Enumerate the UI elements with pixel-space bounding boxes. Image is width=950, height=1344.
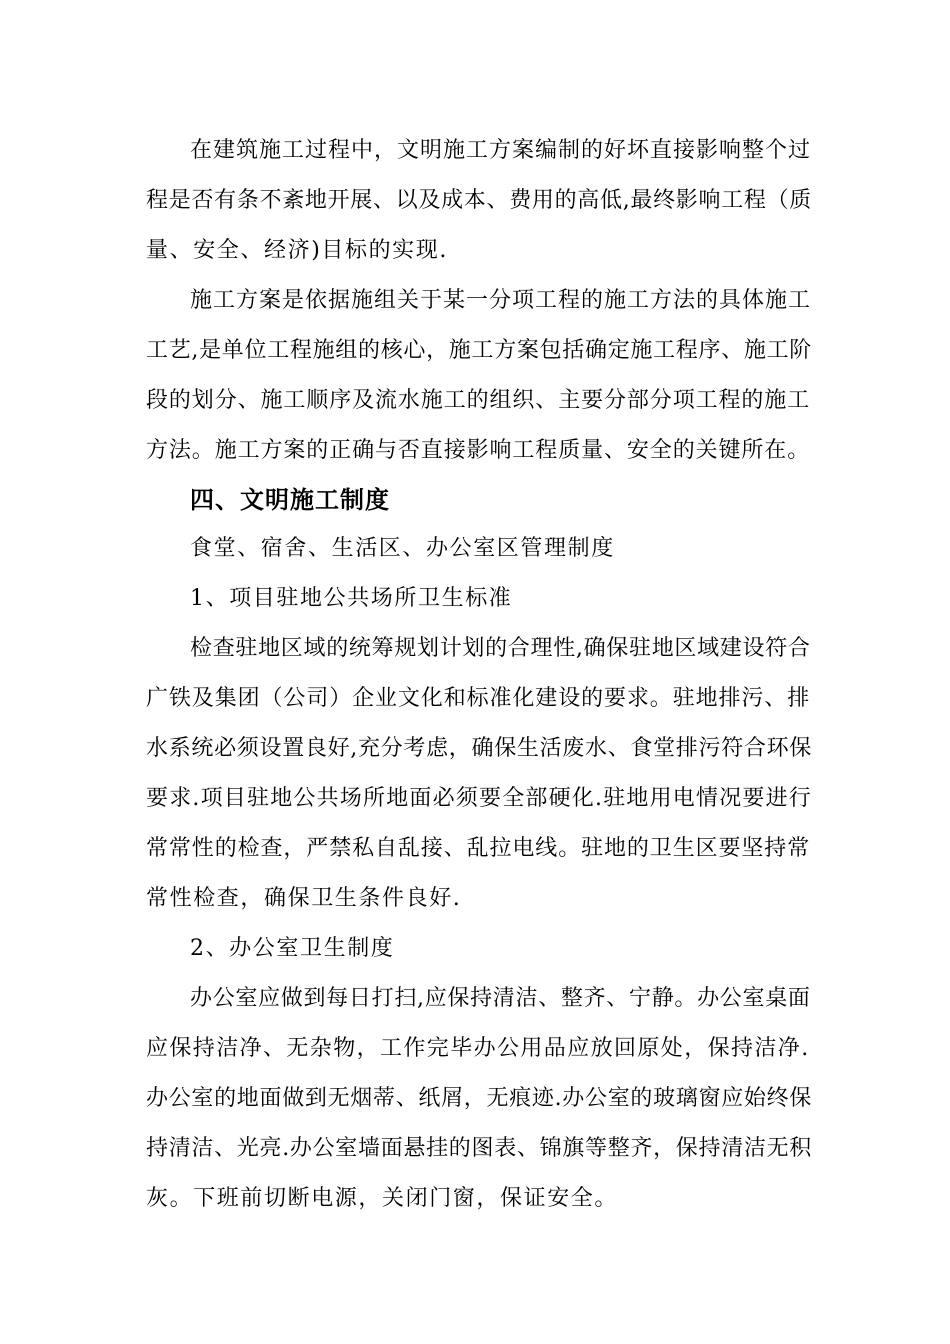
paragraph-1-line-1: 在建筑施工过程中，文明施工方案编制的好坏直接影响整个过 [190, 138, 812, 163]
paragraph-2-line-4: 方法。施工方案的正确与否直接影响工程质量、安全的关键所在。 [146, 438, 811, 463]
paragraph-3-line-1: 检查驻地区域的统筹规划计划的合理性,确保驻地区域建设符合 [190, 636, 811, 661]
paragraph-2-line-1: 施工方案是依据施组关于某一分项工程的施工方法的具体施工 [190, 288, 812, 313]
paragraph-3-line-6: 常性检查，确保卫生条件良好. [146, 886, 462, 911]
paragraph-3-line-3: 水系统必须设置良好,充分考虑，确保生活废水、食堂排污符合环保 [146, 736, 812, 761]
section-heading: 四、文明施工制度 [190, 486, 390, 514]
paragraph-4-line-5: 灰。下班前切断电源，关闭门窗，保证安全。 [146, 1186, 619, 1211]
section-subtitle: 食堂、宿舍、生活区、办公室区管理制度 [190, 536, 615, 561]
paragraph-2-line-3: 段的划分、施工顺序及流水施工的组织、主要分部分项工程的施工 [146, 388, 811, 413]
paragraph-3-line-2: 广铁及集团（公司）企业文化和标准化建设的要求。驻地排污、排 [146, 686, 811, 711]
paragraph-4-line-4: 持清洁、光亮.办公室墙面悬挂的图表、锦旗等整齐，保持清洁无积 [146, 1136, 812, 1161]
paragraph-2-line-2: 工艺,是单位工程施组的核心，施工方案包括确定施工程序、施工阶 [146, 338, 812, 363]
item-1-title: 1、项目驻地公共场所卫生标准 [190, 586, 513, 611]
item-2-title: 2、办公室卫生制度 [190, 936, 395, 961]
paragraph-4-line-3: 办公室的地面做到无烟蒂、纸屑，无痕迹.办公室的玻璃窗应始终保 [146, 1086, 812, 1111]
paragraph-1-line-2: 程是否有条不紊地开展、以及成本、费用的高低,最终影响工程（质 [146, 188, 812, 213]
paragraph-1-line-3: 量、安全、经济)目标的实现. [146, 238, 448, 263]
paragraph-4-line-1: 办公室应做到每日打扫,应保持清洁、整齐、宁静。办公室桌面 [190, 986, 811, 1011]
paragraph-4-line-2: 应保持洁净、无杂物，工作完毕办公用品应放回原处，保持洁净. [146, 1036, 810, 1061]
paragraph-3-line-4: 要求.项目驻地公共场所地面必须要全部硬化.驻地用电情况要进行 [146, 786, 812, 811]
paragraph-3-line-5: 常常性的检查，严禁私自乱接、乱拉电线。驻地的卫生区要坚持常 [146, 836, 811, 861]
